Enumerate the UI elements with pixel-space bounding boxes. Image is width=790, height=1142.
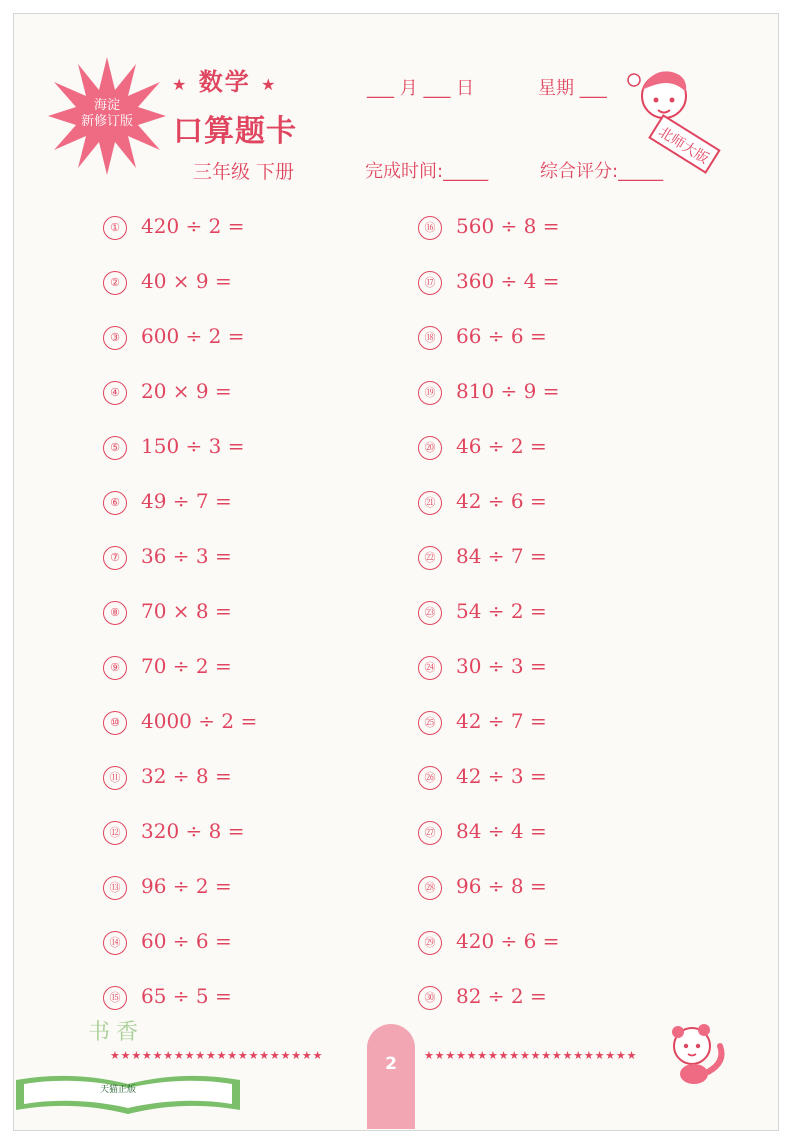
page-title: 口算题卡 — [173, 114, 297, 149]
problem-expression: 70 ÷ 2 = — [141, 654, 232, 678]
problem-number: ⑮ — [103, 986, 127, 1010]
problem-15[interactable] — [103, 984, 232, 1010]
problem-expression: 560 ÷ 8 = — [456, 214, 560, 238]
mascot-sign-icon — [622, 58, 722, 186]
problem-19[interactable] — [418, 379, 560, 405]
page-tab — [367, 1024, 415, 1129]
problem-expression: 84 ÷ 4 = — [456, 819, 547, 843]
problem-number: ㉗ — [418, 821, 442, 845]
problem-4[interactable] — [103, 379, 232, 405]
problem-number: ㉖ — [418, 766, 442, 790]
problem-12[interactable] — [103, 819, 245, 845]
problem-2[interactable] — [103, 269, 232, 295]
problem-number: ⑳ — [418, 436, 442, 460]
problem-number: ⑩ — [103, 711, 127, 735]
problem-21[interactable] — [418, 489, 547, 515]
problem-expression: 70 × 8 = — [141, 599, 232, 623]
problem-24[interactable] — [418, 654, 547, 680]
problem-number: ⑤ — [103, 436, 127, 460]
problem-9[interactable] — [103, 654, 232, 680]
problem-number: ⑥ — [103, 491, 127, 515]
problem-1[interactable] — [103, 214, 245, 240]
problem-number: ⑧ — [103, 601, 127, 625]
problem-number: ㉓ — [418, 601, 442, 625]
problem-14[interactable] — [103, 929, 232, 955]
problem-29[interactable] — [418, 929, 560, 955]
grade-label: 三年级 下册 — [193, 161, 295, 183]
problem-expression: 360 ÷ 4 = — [456, 269, 560, 293]
problem-13[interactable] — [103, 874, 232, 900]
footer-stars-right: ★★★★★★★★★★★★★★★★★★★★ — [424, 1049, 638, 1062]
problem-expression: 600 ÷ 2 = — [141, 324, 245, 348]
problem-number: ㉒ — [418, 546, 442, 570]
logo-label: 天猫正版 — [100, 1085, 137, 1095]
problem-number: ② — [103, 271, 127, 295]
problem-number: ⑱ — [418, 326, 442, 350]
problem-expression: 810 ÷ 9 = — [456, 379, 560, 403]
problem-number: ⑪ — [103, 766, 127, 790]
problem-expression: 65 ÷ 5 = — [141, 984, 232, 1008]
problem-number: ㉙ — [418, 931, 442, 955]
problem-expression: 30 ÷ 3 = — [456, 654, 547, 678]
problem-8[interactable] — [103, 599, 232, 625]
problem-number: ⑬ — [103, 876, 127, 900]
problem-expression: 60 ÷ 6 = — [141, 929, 232, 953]
subject-heading — [172, 62, 277, 97]
problem-expression: 82 ÷ 2 = — [456, 984, 547, 1008]
problem-number: ㉑ — [418, 491, 442, 515]
badge-line-2: 新修订版 — [80, 114, 133, 129]
problem-number: ④ — [103, 381, 127, 405]
problem-number: ③ — [103, 326, 127, 350]
edition-badge — [58, 98, 156, 130]
problem-expression: 420 ÷ 2 = — [141, 214, 245, 238]
completion-time-field[interactable]: 完成时间:_____ — [365, 161, 489, 182]
problem-number: ㉔ — [418, 656, 442, 680]
problem-number: ⑫ — [103, 821, 127, 845]
problem-expression: 150 ÷ 3 = — [141, 434, 245, 458]
problem-expression: 42 ÷ 7 = — [456, 709, 547, 733]
problem-22[interactable] — [418, 544, 547, 570]
badge-line-1: 海淀 — [93, 98, 120, 113]
problem-expression: 36 ÷ 3 = — [141, 544, 232, 568]
problem-25[interactable] — [418, 709, 547, 735]
problem-expression: 20 × 9 = — [141, 379, 232, 403]
problem-3[interactable] — [103, 324, 245, 350]
problem-expression: 96 ÷ 8 = — [456, 874, 547, 898]
problem-number: ⑭ — [103, 931, 127, 955]
problem-expression: 4000 ÷ 2 = — [141, 709, 258, 733]
problem-expression: 84 ÷ 7 = — [456, 544, 547, 568]
problem-16[interactable] — [418, 214, 560, 240]
problem-expression: 40 × 9 = — [141, 269, 232, 293]
problem-expression: 42 ÷ 3 = — [456, 764, 547, 788]
page-number: 2 — [385, 1054, 397, 1074]
problem-expression: 420 ÷ 6 = — [456, 929, 560, 953]
subject-label: 数学 — [198, 68, 251, 96]
problem-11[interactable] — [103, 764, 232, 790]
sign-text: 北师大版 — [655, 124, 712, 168]
problem-30[interactable] — [418, 984, 547, 1010]
problem-27[interactable] — [418, 819, 547, 845]
score-field[interactable]: 综合评分:_____ — [540, 161, 664, 182]
problem-26[interactable] — [418, 764, 547, 790]
star-icon: ★ — [172, 75, 189, 94]
problem-18[interactable] — [418, 324, 547, 350]
problem-number: ⑦ — [103, 546, 127, 570]
problem-6[interactable] — [103, 489, 232, 515]
problem-expression: 320 ÷ 8 = — [141, 819, 245, 843]
problem-number: ⑯ — [418, 216, 442, 240]
problem-28[interactable] — [418, 874, 547, 900]
problem-expression: 46 ÷ 2 = — [456, 434, 547, 458]
problem-expression: 54 ÷ 2 = — [456, 599, 547, 623]
weekday-field[interactable]: 星期 ___ — [538, 78, 607, 99]
problem-expression: 32 ÷ 8 = — [141, 764, 232, 788]
problem-number: ⑰ — [418, 271, 442, 295]
star-icon: ★ — [261, 75, 278, 94]
problem-20[interactable] — [418, 434, 547, 460]
date-field[interactable]: ___ 月 ___ 日 — [367, 78, 475, 99]
footer-stars-left: ★★★★★★★★★★★★★★★★★★★★ — [110, 1049, 324, 1062]
problem-number: ㉕ — [418, 711, 442, 735]
problem-expression: 49 ÷ 7 = — [141, 489, 232, 513]
problem-number: ⑲ — [418, 381, 442, 405]
logo-text: 书香 — [88, 1020, 145, 1045]
problem-7[interactable] — [103, 544, 232, 570]
problem-5[interactable] — [103, 434, 245, 460]
problem-expression: 42 ÷ 6 = — [456, 489, 547, 513]
problem-number: ㉚ — [418, 986, 442, 1010]
problem-number: ⑨ — [103, 656, 127, 680]
problem-10[interactable] — [103, 709, 257, 735]
problem-23[interactable] — [418, 599, 547, 625]
problem-expression: 66 ÷ 6 = — [456, 324, 547, 348]
problem-number: ㉘ — [418, 876, 442, 900]
bear-mascot-icon — [668, 1022, 730, 1086]
problem-expression: 96 ÷ 2 = — [141, 874, 232, 898]
problem-17[interactable] — [418, 269, 560, 295]
problem-number: ① — [103, 216, 127, 240]
